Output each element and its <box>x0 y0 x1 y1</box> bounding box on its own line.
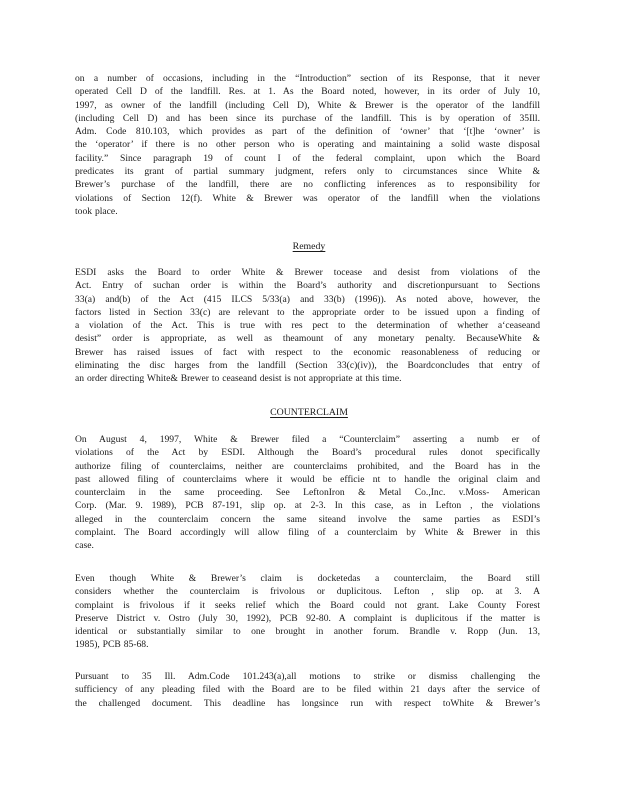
paragraph-motion-deadline <box>75 670 540 710</box>
text-line: sufficiency of any pleading filed with the Board are to be filed within 21 days after the service of <box>75 684 540 696</box>
text-line: case. <box>75 540 94 552</box>
remedy-heading-text: Remedy <box>292 241 326 252</box>
text-line: desist” order is appropriate, as well as theamount of any monetary penalty. BecauseWhite & <box>75 333 540 345</box>
text-line: violations of the Act by ESDI. Although the Board’s procedural rules donot specifically <box>75 447 540 459</box>
text-line: authorize filing of counterclaims, neither are counterclaims prohibited, and the Board has in the <box>75 460 540 472</box>
text-line: on a number of occasions, including in the “Introduction” section of its Response, that it never <box>75 73 540 84</box>
text-line: Pursuant to 35 Ill. Adm.Code 101.243(a),all motions to strike or dismiss challenging the <box>75 671 540 682</box>
text-line: ESDI asks the Board to order White & Brewer tocease and desist from violations of the <box>75 267 540 278</box>
remedy-heading <box>0 241 618 252</box>
text-line: counterclaim in the same proceeding. See LeftonIron & Metal Co.,Inc. v.Moss- American <box>75 487 540 499</box>
paragraph-frivolous-duplicitous <box>75 572 540 652</box>
text-line: 1997, as owner of the landfill (including Cell D), White & Brewer is the operator of the landfill <box>75 99 540 111</box>
text-line: operated Cell D of the landfill. Res. at 1. As the Board noted, however, in its order of July 10, <box>75 86 540 98</box>
text-line: an order directing White& Brewer to ceaseand desist is not appropriate at this time. <box>75 373 402 385</box>
text-line: the challenged document. This deadline has longsince run with respect toWhite & Brewer’s <box>75 697 540 709</box>
text-line: considers whether the counterclaim is frivolous or duplicitous. Lefton , slip op. at 3. A <box>75 586 540 598</box>
text-line: factors listed in Section 33(c) are relevant to the appropriate order to be issued upon a finding of <box>75 306 540 318</box>
text-line: facility.” Since paragraph 19 of count I of the federal complaint, upon which the Board <box>75 152 540 164</box>
text-line: eliminating the disc harges from the landfill (Section 33(c)(iv)), the Boardconcludes that entry of <box>75 360 540 372</box>
text-line: 33(a) and(b) of the Act (415 ILCS 5/33(a) and 33(b) (1996)). As noted above, however, the <box>75 293 540 305</box>
text-line: Brewer has raised issues of fact with respect to the economic reasonableness of reducing or <box>75 346 540 358</box>
text-line: complaint. The Board accordingly will allow filing of a counterclaim by White & Brewer in this <box>75 527 540 539</box>
text-line: the ‘operator’ if there is no other person who is operating and maintaining a solid waste disposal <box>75 139 540 151</box>
counterclaim-heading-text: COUNTERCLAIM <box>270 407 348 418</box>
text-line: Even though White & Brewer’s claim is docketedas a counterclaim, the Board still <box>75 573 540 584</box>
text-line: Brewer’s purchase of the landfill, there are no conflicting inferences as to responsibility for <box>75 179 540 191</box>
text-line: (including Cell D) and has been since its purchase of the landfill. This is by operation of 35Ill. <box>75 112 540 124</box>
text-line: Adm. Code 810.103, which provides as part of the definition of ‘owner’ that ‘[t]he ‘owner’ is <box>75 126 540 138</box>
paragraph-ownership <box>75 72 540 218</box>
text-line: past allowed filing of counterclaims where it would be efficie nt to handle the original claim and <box>75 473 540 485</box>
text-line: Corp. (Mar. 9. 1989), PCB 87-191, slip op. at 2-3. In this case, as in Lefton , the violations <box>75 500 540 512</box>
paragraph-remedy <box>75 266 540 386</box>
text-line: alleged in the counterclaim concern the same siteand involve the same parties as ESDI’s <box>75 513 540 525</box>
text-line: 1985), PCB 85-68. <box>75 639 149 651</box>
text-line: complaint is frivolous if it seeks relief which the Board could not grant. Lake County Forest <box>75 599 540 611</box>
text-line: a violation of the Act. This is true with res pect to the determination of whether a‘ceaseand <box>75 320 540 332</box>
text-line: Preserve District v. Ostro (July 30, 1992), PCB 92-80. A complaint is duplicitous if the matter is <box>75 612 540 624</box>
text-line: On August 4, 1997, White & Brewer filed a “Counterclaim” asserting a numb er of <box>75 434 540 445</box>
text-line: Act. Entry of suchan order is within the Board’s authority and discretionpursuant to Sections <box>75 280 540 292</box>
counterclaim-heading <box>0 407 618 418</box>
text-line: took place. <box>75 205 118 217</box>
text-line: predicates its grant of partial summary judgment, refers only to circumstances since White & <box>75 166 540 178</box>
text-line: violations of Section 12(f). White & Brewer was operator of the landfill when the violations <box>75 192 540 204</box>
paragraph-counterclaim-filing <box>75 433 540 553</box>
text-line: identical or substantially similar to one brought in another forum. Brandle v. Ropp (Jun. 13, <box>75 626 540 638</box>
